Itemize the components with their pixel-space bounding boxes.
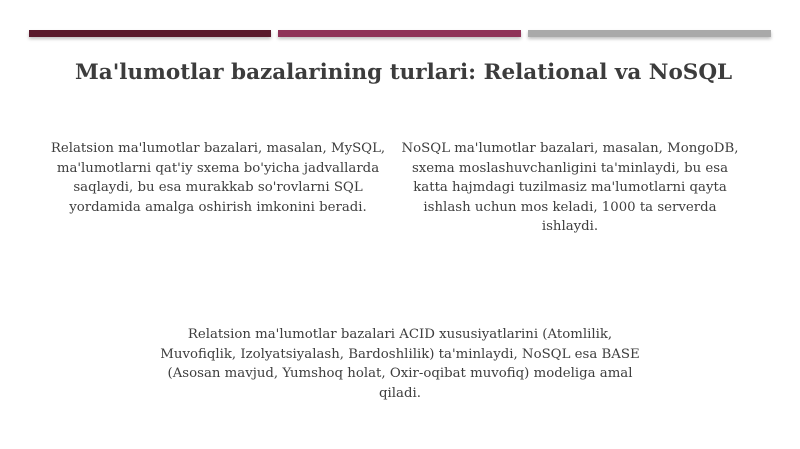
nosql-description: NoSQL ma'lumotlar bazalari, masalan, MongoDB, sxema moslashuvchanligini ta'minlaydi, bu esa katta hajmdagi tuzilmasiz ma'lumotlarni qayta ishlash uchun mos keladi, 1000 ta serverda ishlaydi.: [401, 141, 739, 234]
slide-title: Ma'lumotlar bazalarining turlari: Relational va NoSQL: [75, 60, 733, 85]
accent-bar-gray: [528, 30, 771, 37]
relational-description: Relatsion ma'lumotlar bazalari, masalan, MySQL, ma'lumotlarni qat'iy sxema bo'yicha jadvallarda saqlaydi, bu esa murakkab so'rovlarni SQL yordamida amalga oshirish imkonini beradi.: [50, 141, 386, 215]
acid-base-comparison: Relatsion ma'lumotlar bazalari ACID xususiyatlarini (Atomlilik, Muvofiqlik, Izolyatsiyalash, Bardoshlilik) ta'minlaydi, NoSQL esa BASE (Asosan mavjud, Yumshoq holat, Oxir-oqibat muvofiq) modeliga amal qiladi.: [160, 327, 640, 401]
accent-bar-dark-red: [29, 30, 271, 37]
accent-bar-magenta: [278, 30, 521, 37]
